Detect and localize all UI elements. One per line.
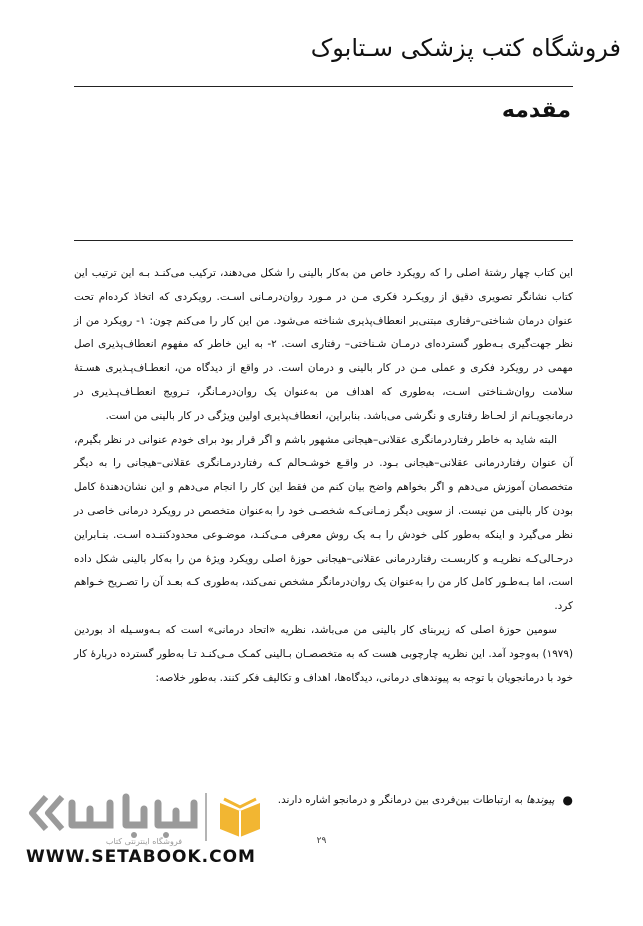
paragraph-1: این کتاب چهار رشتهٔ اصلی را که رویکرد خاص من به‌کار بالینی را شکل می‌دهند، ترکیب می‌کنـد بـه این ترتیب این کتاب نشانگر تصویری دقیق از رویکـرد فکری مـن در مـورد روان‌درمـانی اسـت. رویکردی که اتخاذ کرده‌ام تحت عنوان درمان شناختی–رفتاری مبتنی‌بر انعطاف‌پذیری شناخته می‌شود. من این کار را می‌کنم چون: ۱- رویکرد من از نظر جهت‌گیری بـه‌طور گسترده‌ای درمـان شـناختی– رفتاری است. ۲- به این خاطر که مفهوم انعطاف‌پذیری اصل مهمی در رویکرد فکری و عملی مـن در کار بالینی و درمان است. در واقع از دیدگاه من، انعطـاف‌پـذیری هسـتهٔ سلامت روان‌شـناختی اسـت، به‌طوری که اهداف من به‌عنوان یک روان‌درمـانگر، تـرویج انعطـاف‌پـذیری در درمانجویـانم از لحـاظ رفتاری و نگرشی می‌باشد. بنابراین، انعطاف‌پذیری اولین ویژگی در کار بالینی من است.	[74, 267, 573, 422]
paragraph-2: البته شاید به خاطر رفتاردرمانگری عقلانی–هیجانی مشهور باشم و اگر قرار بود برای خودم عنوانی در نظر بگیرم، آن عنوان رفتاردرمانی عقلانی–هیجانی بـود. در واقـع خوشـحالم کـه رفتاردرمـانگری عقلانی–هیجانی را به دیگر متخصصان آموزش می‌دهم و اگر بخواهم واضح بیان کنم من فقط این کار را انجام می‌دهم و این نشان‌دهندهٔ کامل بودن کار بالینی من نیست. از سویی دیگر زمـانی‌کـه شخصـی خود را به‌عنوان متخصص در رویکرد درمانی خاصی در نظر می‌گیرد و اینکه به‌طور کلی خودش را بـه یک روش معرفی مـی‌کنـد، موضـوعی محدودکننـده اسـت. بنـابراین درحـالی‌کـه نظریـه و کاربسـت رفتاردرمانی عقلانی–هیجانی حوزهٔ اصلی رویکرد ویژهٔ من را به‌کار بالینی شکل داده است، اما بـه‌طـور کامل کار من را به‌عنوان یک روان‌درمانگر مشخص نمی‌کند، به‌طوری کـه بعـد آن را تصـریح خـواهم کرد.	[74, 433, 573, 613]
setabook-logo-icon	[26, 785, 271, 847]
chapter-title: مقدمه	[501, 98, 571, 123]
page-number: ۲۹	[316, 836, 327, 846]
bullet-text	[278, 789, 555, 811]
setabook-watermark	[26, 785, 271, 875]
svg-text:فروشگاه اینترنتی کتاب: فروشگاه اینترنتی کتاب	[105, 837, 183, 846]
bullet-rest: به ارتباطات بین‌فردی بین درمانگر و درمانجو اشاره دارند.	[277, 794, 527, 806]
header-rule	[74, 86, 573, 87]
body-text	[74, 262, 573, 690]
running-header: فروشگاه کتب پزشکی سـتابوک	[310, 34, 621, 62]
bullet-icon: ●	[562, 793, 573, 807]
bullet-term: پیوندها	[526, 794, 555, 806]
chapter-rule	[74, 240, 573, 241]
watermark-url: WWW.SETABOOK.COM	[26, 847, 256, 867]
paragraph-3: سومین حوزهٔ اصلی که زیربنای کار بالینی من می‌باشد، نظریه «اتحاد درمانی» است که بـه‌وسـیله اد بوردین (۱۹۷۹) به‌وجود آمد. این نظریه چارچوبی هست که به متخصصـان بـالینی کمـک مـی‌کنـد تـا به‌طور گسترده دربارهٔ کار خود با درمانجویان با توجه به پیوندهای درمانی، دیدگاه‌ها، اهداف و تکالیف فکر کنند. به‌طور خلاصه:	[74, 623, 573, 684]
